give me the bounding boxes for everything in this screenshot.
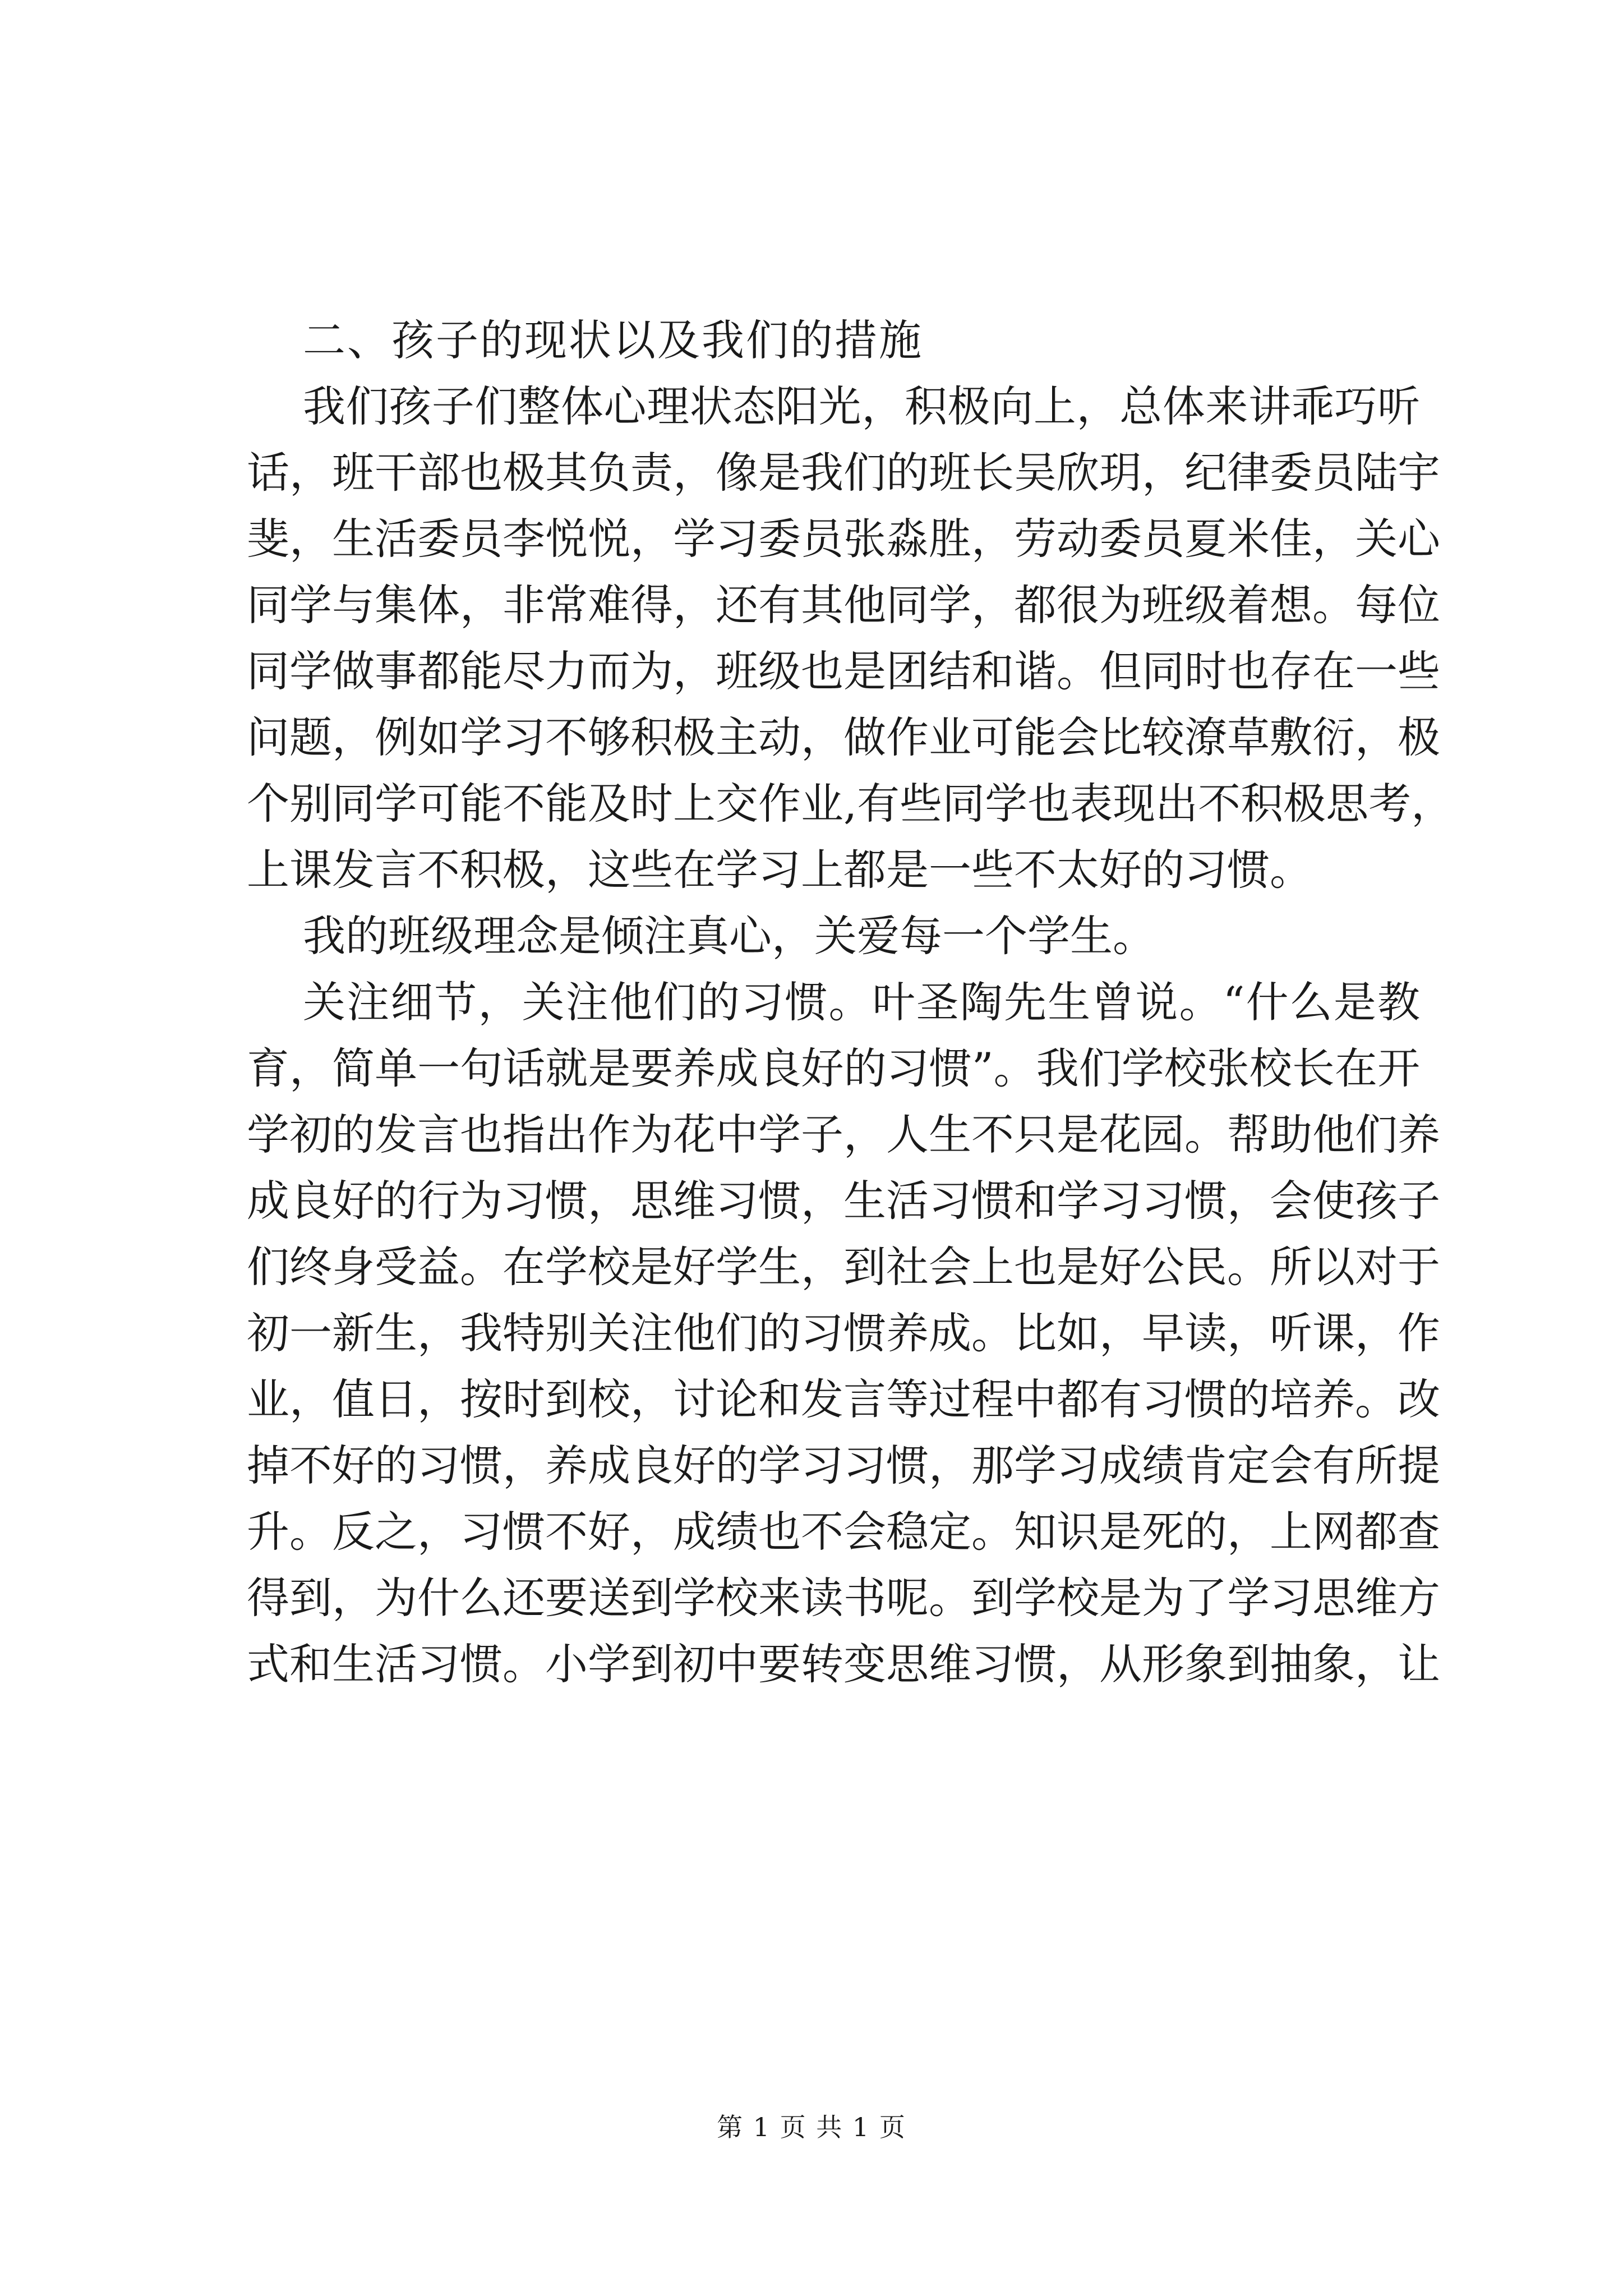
text-line: 我的班级理念是倾注真心，关爱每一个学生。 [303,911,1155,961]
text-line: 初一新生，我特别关注他们的习惯养成。比如，早读，听课，作 [247,1308,1440,1358]
text-line: 我们孩子们整体心理状态阳光，积极向上，总体来讲乖巧听 [303,381,1420,431]
text-line: 个别同学可能不能及时上交作业,有些同学也表现出不积极思考， [247,779,1454,829]
paragraph-current-status [247,374,1454,903]
text-line: 育，简单一句话就是要养成良好的习惯”。我们学校张校长在开 [247,1043,1420,1093]
text-line: 得到，为什么还要送到学校来读书呢。到学校是为了学习思维方 [247,1573,1440,1623]
text-line: 斐，生活委员李悦悦，学习委员张淼胜，劳动委员夏米佳，关心 [247,514,1440,564]
text-line: 同学与集体，非常难得，还有其他同学，都很为班级着想。每位 [247,580,1440,630]
paragraph-class-philosophy [247,903,1420,969]
text-line: 上课发言不积极，这些在学习上都是一些不太好的习惯。 [247,845,1312,895]
document-body [247,307,1454,1697]
text-line: 关注细节，关注他们的习惯。叶圣陶先生曾说。“什么是教 [303,977,1420,1027]
text-line: 问题，例如学习不够积极主动，做作业可能会比较潦草敷衍，极 [247,712,1440,762]
text-line: 升。反之，习惯不好，成绩也不会稳定。知识是死的，上网都查 [247,1507,1440,1557]
text-line: 话，班干部也极其负责，像是我们的班长吴欣玥，纪律委员陆宇 [247,448,1440,498]
page-number-footer: 第 1 页 共 1 页 [717,2112,906,2142]
text-line: 掉不好的习惯，养成良好的学习习惯，那学习成绩肯定会有所提 [247,1441,1440,1490]
text-line: 们终身受益。在学校是好学生，到社会上也是好公民。所以对于 [247,1242,1440,1292]
text-line: 式和生活习惯。小学到初中要转变思维习惯，从形象到抽象，让 [247,1639,1440,1689]
text-line: 学初的发言也指出作为花中学子，人生不只是花园。帮助他们养 [247,1110,1440,1159]
section-heading: 二、孩子的现状以及我们的措施 [303,315,923,365]
text-line: 成良好的行为习惯，思维习惯，生活习惯和学习习惯，会使孩子 [247,1176,1440,1226]
paragraph-habits [247,969,1440,1697]
text-line: 业，值日，按时到校，讨论和发言等过程中都有习惯的培养。改 [247,1374,1440,1424]
text-line: 同学做事都能尽力而为，班级也是团结和谐。但同时也存在一些 [247,646,1440,696]
